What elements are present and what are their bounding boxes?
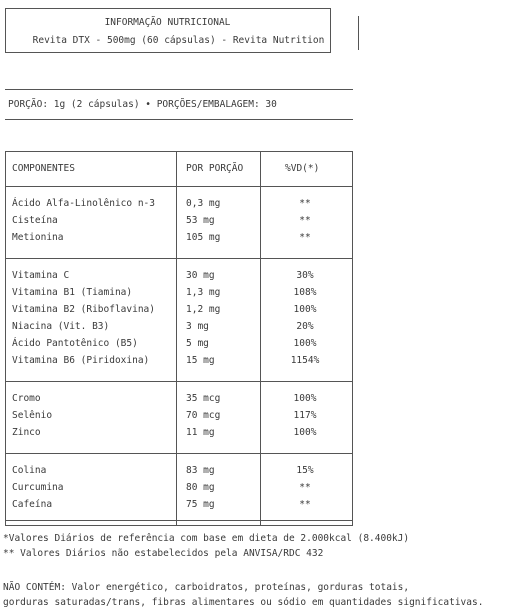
- component-name: Niacina (Vit. B3): [12, 321, 110, 332]
- vd-value: 20%: [296, 321, 314, 332]
- component-name: Cafeína: [12, 499, 53, 510]
- vd-value: 108%: [293, 287, 317, 298]
- table-header-cell: %VD(*): [285, 163, 320, 174]
- portion-text: PORÇÃO: 1g (2 cápsulas) • PORÇÕES/EMBALAGEM: 30: [8, 99, 277, 110]
- portion-value: 15 mg: [186, 355, 215, 366]
- portion-top-rule: [5, 89, 353, 90]
- component-name: Metionina: [12, 232, 64, 243]
- portion-value: 80 mg: [186, 482, 215, 493]
- vd-value: **: [299, 232, 311, 243]
- table-group-divider: [5, 381, 352, 382]
- component-name: Vitamina B6 (Piridoxina): [12, 355, 150, 366]
- vd-value: 117%: [293, 410, 317, 421]
- table-column-border: [260, 151, 261, 526]
- vd-value: 1154%: [290, 355, 320, 366]
- table-header-cell: POR PORÇÃO: [186, 163, 244, 174]
- portion-value: 83 mg: [186, 465, 215, 476]
- vd-value: **: [299, 215, 311, 226]
- portion-value: 0,3 mg: [186, 198, 221, 209]
- header-title: INFORMAÇÃO NUTRICIONAL: [104, 17, 231, 28]
- vd-value: 15%: [296, 465, 314, 476]
- portion-value: 11 mg: [186, 427, 215, 438]
- component-name: Cromo: [12, 393, 41, 404]
- vd-value: **: [299, 198, 311, 209]
- footnote-rule: [5, 520, 353, 521]
- table-group-divider: [5, 525, 352, 526]
- table-column-border: [352, 151, 353, 526]
- portion-bottom-rule: [5, 119, 353, 120]
- component-name: Ácido Alfa-Linolênico n-3: [12, 198, 155, 209]
- portion-value: 3 mg: [186, 321, 209, 332]
- header-right-border: [330, 8, 331, 53]
- portion-value: 1,3 mg: [186, 287, 221, 298]
- portion-value: 105 mg: [186, 232, 221, 243]
- header-subtitle: Revita DTX - 500mg (60 cápsulas) - Revita Nutrition: [32, 35, 325, 46]
- vd-value: **: [299, 499, 311, 510]
- component-name: Vitamina B2 (Riboflavina): [12, 304, 155, 315]
- portion-value: 53 mg: [186, 215, 215, 226]
- portion-value: 5 mg: [186, 338, 209, 349]
- footnote-anvisa: ** Valores Diários não estabelecidos pela ANVISA/RDC 432: [3, 548, 324, 559]
- disclaimer-line-1: NÃO CONTÉM: Valor energético, carboidratos, proteínas, gorduras totais,: [3, 582, 410, 593]
- component-name: Curcumina: [12, 482, 64, 493]
- vd-value: **: [299, 482, 311, 493]
- footnote-vd: *Valores Diários de referência com base em dieta de 2.000kcal (8.400kJ): [3, 533, 410, 544]
- component-name: Vitamina C: [12, 270, 70, 281]
- component-name: Ácido Pantotênico (B5): [12, 338, 138, 349]
- portion-value: 1,2 mg: [186, 304, 221, 315]
- vd-value: 100%: [293, 393, 317, 404]
- component-name: Cisteína: [12, 215, 58, 226]
- vd-value: 100%: [293, 338, 317, 349]
- vd-value: 100%: [293, 427, 317, 438]
- header-bottom-border: [5, 52, 330, 53]
- table-group-divider: [5, 258, 352, 259]
- header-stray-border: [358, 16, 359, 50]
- table-top-border: [5, 151, 352, 152]
- table-column-border: [5, 151, 6, 526]
- table-group-divider: [5, 453, 352, 454]
- component-name: Selênio: [12, 410, 53, 421]
- portion-value: 30 mg: [186, 270, 215, 281]
- portion-value: 35 mcg: [186, 393, 221, 404]
- component-name: Vitamina B1 (Tiamina): [12, 287, 133, 298]
- vd-value: 100%: [293, 304, 317, 315]
- portion-value: 75 mg: [186, 499, 215, 510]
- header-left-border: [5, 8, 6, 53]
- table-header-divider: [5, 186, 352, 187]
- component-name: Colina: [12, 465, 47, 476]
- disclaimer-line-2: gorduras saturadas/trans, fibras alimentares ou sódio em quantidades significativas.: [3, 597, 484, 608]
- header-top-border: [5, 8, 330, 9]
- table-header-cell: COMPONENTES: [12, 163, 75, 174]
- table-column-border: [176, 151, 177, 526]
- vd-value: 30%: [296, 270, 314, 281]
- component-name: Zinco: [12, 427, 41, 438]
- portion-value: 70 mcg: [186, 410, 221, 421]
